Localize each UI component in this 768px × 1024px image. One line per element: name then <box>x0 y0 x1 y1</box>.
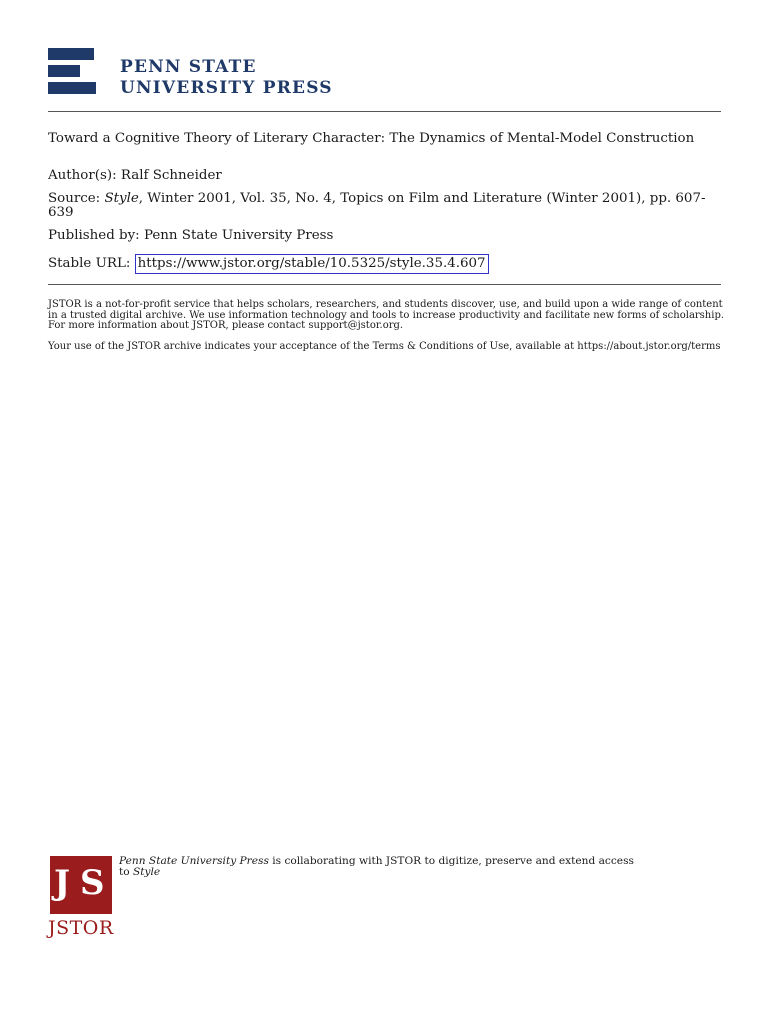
footer <box>48 855 728 939</box>
article-title: Toward a Cognitive Theory of Literary Character: The Dynamics of Mental-Model Construction <box>48 131 695 146</box>
middle-divider <box>48 284 721 285</box>
jstor-logo-icon: J S <box>50 856 112 914</box>
collaboration-statement <box>119 856 719 878</box>
footer-publisher: Penn State University Press <box>119 855 269 867</box>
source-label: Source: <box>48 191 101 206</box>
footer-text-mid: is collaborating with JSTOR to digitize, preserve and extend access <box>268 855 634 867</box>
author-line <box>48 169 728 183</box>
source-line <box>48 192 728 220</box>
source-journal: Style <box>104 191 139 206</box>
author-name: Ralf Schneider <box>120 168 222 183</box>
penn-state-logo-icon <box>48 48 96 94</box>
stable-url-label: Stable URL: <box>48 256 131 271</box>
published-line <box>48 229 728 243</box>
stable-url-link[interactable]: https://www.jstor.org/stable/10.5325/style.35.4.607 <box>135 254 489 274</box>
jstor-notice <box>48 300 728 352</box>
publisher-wordmark-line2: UNIVERSITY PRESS <box>120 78 333 98</box>
top-divider <box>48 111 721 112</box>
published-label: Published by: <box>48 228 140 243</box>
publisher-wordmark <box>120 57 333 99</box>
publisher-logo <box>48 48 348 98</box>
footer-to: to <box>119 866 134 878</box>
notice-paragraph-1: JSTOR is a not-for-profit service that helps scholars, researchers, and students discover, use, and build upon a wide range of content in a trusted digital archive. We use information technology and tools to increase productivity and facilitate new forms of scholarship. For more information about JSTOR, please contact support@jstor.org. <box>48 299 725 331</box>
footer-journal: Style <box>133 866 161 878</box>
author-label: Author(s): <box>48 168 117 183</box>
notice-paragraph-2: Your use of the JSTOR archive indicates your acceptance of the Terms & Conditions of Use, available at https://about.jstor.org/terms <box>48 340 721 352</box>
published-by: Penn State University Press <box>143 228 334 243</box>
jstor-wordmark: JSTOR <box>48 917 114 939</box>
publisher-wordmark-line1: PENN STATE <box>120 57 257 77</box>
stable-url-line <box>48 254 728 274</box>
source-details: , Winter 2001, Vol. 35, No. 4, Topics on Film and Literature (Winter 2001), pp. 607-639 <box>48 191 706 220</box>
